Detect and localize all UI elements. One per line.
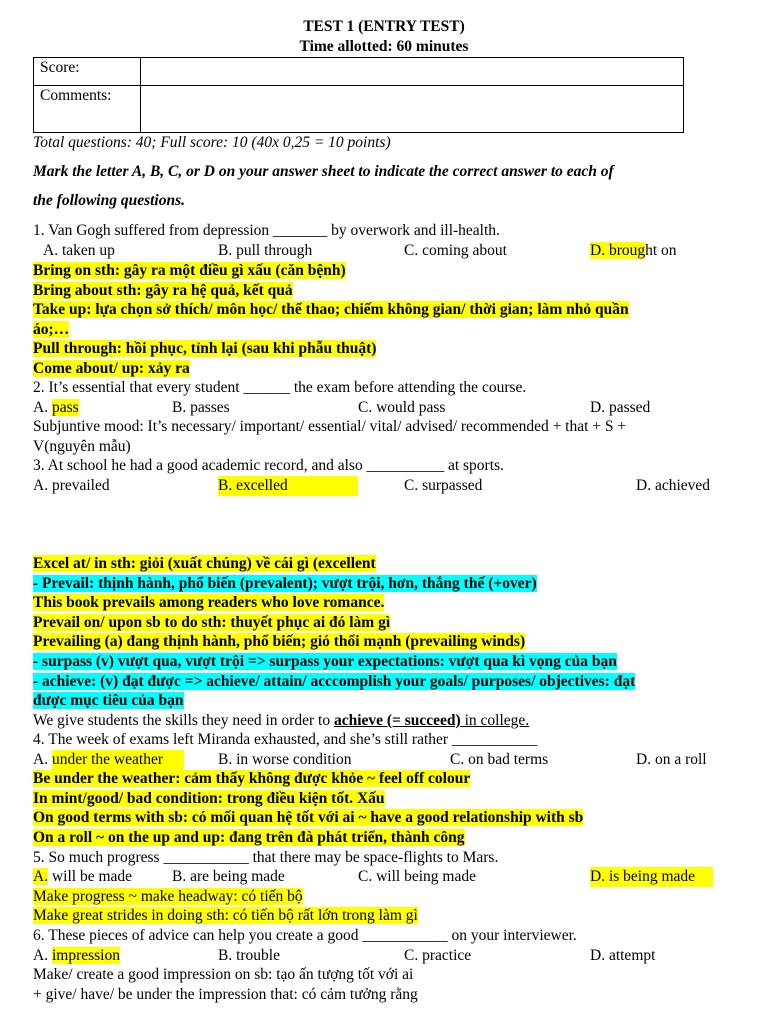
q4-option-d: D. on a roll — [636, 751, 707, 768]
q2-option-a — [33, 398, 79, 418]
q5-option-c: C. will being made — [358, 868, 476, 885]
q3-note-prevail-on-text: Prevail on/ upon sb to do sth: thuyết phục ai đó làm gì — [33, 614, 391, 631]
q1-note-2-text: Bring about sth: gây ra hệ quả, kết quả — [33, 282, 293, 299]
q1-note-5-text: Come about/ up: xảy ra — [33, 360, 190, 377]
totals-line: Total questions: 40; Full score: 10 (40x 0,25 = 10 points) — [33, 134, 391, 151]
q3-note-achieve-text: - achieve: (v) đạt được => achieve/ attain/ acccomplish your goals/ purposes/ objectives: đạt — [33, 673, 636, 690]
q3-example — [33, 711, 529, 731]
comments-value-cell — [141, 86, 684, 133]
q3-note-achieve — [33, 672, 635, 692]
q6-note-1: Make/ create a good impression on sb: tạo ấn tượng tốt với ai — [33, 966, 414, 983]
q3-note-excel — [33, 554, 376, 574]
q1-note-1 — [33, 261, 346, 281]
comments-label-cell — [34, 86, 141, 133]
q1-option-d — [590, 241, 677, 261]
q4-option-c: C. on bad terms — [450, 751, 549, 768]
q3-note-surpass-text: - surpass (v) vượt qua, vượt trội => surpass your expectations: vượt qua kì vọng của bạn — [33, 653, 617, 670]
q3-note-achieve-2-text: được mục tiêu của bạn — [33, 692, 184, 709]
q6-option-d: D. attempt — [590, 947, 656, 964]
q3-stem: 3. At school he had a good academic record, and also __________ at sports. — [33, 457, 504, 474]
q5-option-d: D. is being made — [590, 867, 713, 887]
q1-note-3-text: Take up: lựa chọn sở thích/ môn học/ thể thao; chiếm không gian/ thời gian; làm nhỏ quần — [33, 301, 629, 318]
q3-note-prevail-text: - Prevail: thịnh hành, phổ biến (prevalent); vượt trội, hơn, thắng thế (+over) — [33, 575, 537, 592]
q4-option-a-highlight: under the weather — [52, 750, 184, 770]
q1-note-1-text: Bring on sth: gây ra một điều gì xấu (căn bệnh) — [33, 262, 346, 279]
q1-option-c: C. coming about — [404, 242, 507, 259]
q5-option-a — [33, 867, 132, 887]
q3-note-prevailing-text: Prevailing (a) đang thịnh hành, phổ biến; gió thổi mạnh (prevailing winds) — [33, 633, 526, 650]
q1-stem: 1. Van Gogh suffered from depression _______ by overwork and ill-health. — [33, 222, 500, 239]
q1-note-4 — [33, 339, 376, 359]
q6-stem: 6. These pieces of advice can help you create a good ___________ on your interviewer. — [33, 927, 577, 944]
q3-note-prevail — [33, 574, 537, 594]
q4-note-1 — [33, 769, 470, 789]
q1-option-d-highlight: D. broug — [590, 242, 646, 259]
q1-note-4-text: Pull through: hồi phục, tỉnh lại (sau khi phẫu thuật) — [33, 340, 377, 357]
q5-note-2 — [33, 906, 418, 926]
time-allotted: Time allotted: 60 minutes — [299, 38, 469, 55]
q2-option-c: C. would pass — [358, 399, 446, 416]
q6-option-b: B. trouble — [218, 947, 280, 964]
q4-stem: 4. The week of exams left Miranda exhausted, and she’s still rather ___________ — [33, 731, 538, 748]
q6-note-2: + give/ have/ be under the impression that: có cảm tưởng rằng — [33, 986, 418, 1003]
test-title: TEST 1 (ENTRY TEST) — [303, 18, 465, 35]
score-label-cell — [34, 58, 141, 86]
q3-example-pre: We give students the skills they need in order to — [33, 712, 334, 729]
q4-option-a-prefix: A. — [33, 751, 52, 768]
q2-note-1: Subjuntive mood: It’s necessary/ important/ essential/ vital/ advised/ recommended + that + S + — [33, 418, 627, 435]
q6-option-a-prefix: A. — [33, 947, 52, 964]
q3-example-underlined: achieve (= succeed) — [333, 712, 461, 729]
q3-example-post: in college. — [460, 712, 530, 729]
q5-note-1-text: Make progress ~ make headway: có tiến bộ — [33, 888, 303, 905]
q6-option-c: C. practice — [404, 947, 472, 964]
q1-note-3 — [33, 300, 629, 320]
q3-note-prevail-on — [33, 613, 390, 633]
q3-note-excel-text: Excel at/ in sth: giỏi (xuất chúng) về cái gì (excellent — [33, 555, 376, 572]
q1-option-b: B. pull through — [218, 242, 313, 259]
q2-option-b: B. passes — [172, 399, 230, 416]
instruction-line-1: Mark the letter A, B, C, or D on your answer sheet to indicate the correct answer to each of — [33, 163, 614, 180]
q4-option-b: B. in worse condition — [218, 751, 352, 768]
score-label: Score: — [40, 59, 80, 76]
q3-option-a: A. prevailed — [33, 477, 110, 494]
q3-option-b: B. excelled — [218, 476, 358, 496]
q5-option-a-rest: will be made — [48, 868, 133, 885]
q5-note-2-text: Make great strides in doing sth: có tiến bộ rất lớn trong làm gì — [33, 907, 418, 924]
score-table — [33, 57, 684, 133]
q2-option-a-highlight: pass — [51, 399, 79, 416]
q5-stem: 5. So much progress ___________ that there may be space-flights to Mars. — [33, 849, 499, 866]
q2-option-a-prefix: A. — [33, 399, 52, 416]
q5-note-1 — [33, 887, 303, 907]
q3-note-achieve-2 — [33, 691, 184, 711]
q3-option-c: C. surpassed — [404, 477, 483, 494]
q2-stem: 2. It’s essential that every student ______ the exam before attending the course. — [33, 379, 527, 396]
q4-note-2 — [33, 789, 385, 809]
q1-option-a: A. taken up — [43, 242, 115, 259]
q3-note-prevailing — [33, 632, 525, 652]
q3-note-prevail-example — [33, 593, 384, 613]
q4-note-4-text: On a roll ~ on the up and up: đang trên đà phát triển, thành công — [33, 829, 465, 846]
q1-note-2 — [33, 281, 293, 301]
q4-note-3 — [33, 808, 583, 828]
q3-option-d: D. achieved — [636, 477, 711, 494]
score-value-cell — [141, 58, 684, 86]
q1-note-3b-text: áo;… — [33, 321, 70, 338]
q5-option-a-highlight: A. — [33, 868, 49, 885]
q2-option-d: D. passed — [590, 399, 651, 416]
comments-label: Comments: — [40, 87, 112, 104]
q5-option-b: B. are being made — [172, 868, 285, 885]
q4-note-3-text: On good terms with sb: có mối quan hệ tốt với ai ~ have a good relationship with sb — [33, 809, 584, 826]
q4-note-4 — [33, 828, 465, 848]
q1-option-d-rest: ht on — [645, 242, 677, 259]
q6-option-a-highlight: impression — [51, 947, 120, 964]
q4-note-1-text: Be under the weather: cảm thấy không được khỏe ~ feel off colour — [33, 770, 471, 787]
instruction-line-2: the following questions. — [33, 192, 186, 209]
q3-note-surpass — [33, 652, 617, 672]
q2-note-2: V(nguyên mẫu) — [33, 438, 131, 455]
q4-option-a — [33, 750, 184, 770]
q1-note-5 — [33, 359, 190, 379]
q6-option-a — [33, 946, 120, 966]
q4-note-2-text: In mint/good/ bad condition: trong điều kiện tốt. Xấu — [33, 790, 385, 807]
q3-note-prevail-example-text: This book prevails among readers who love romance. — [33, 594, 385, 611]
q1-note-3b — [33, 320, 69, 340]
